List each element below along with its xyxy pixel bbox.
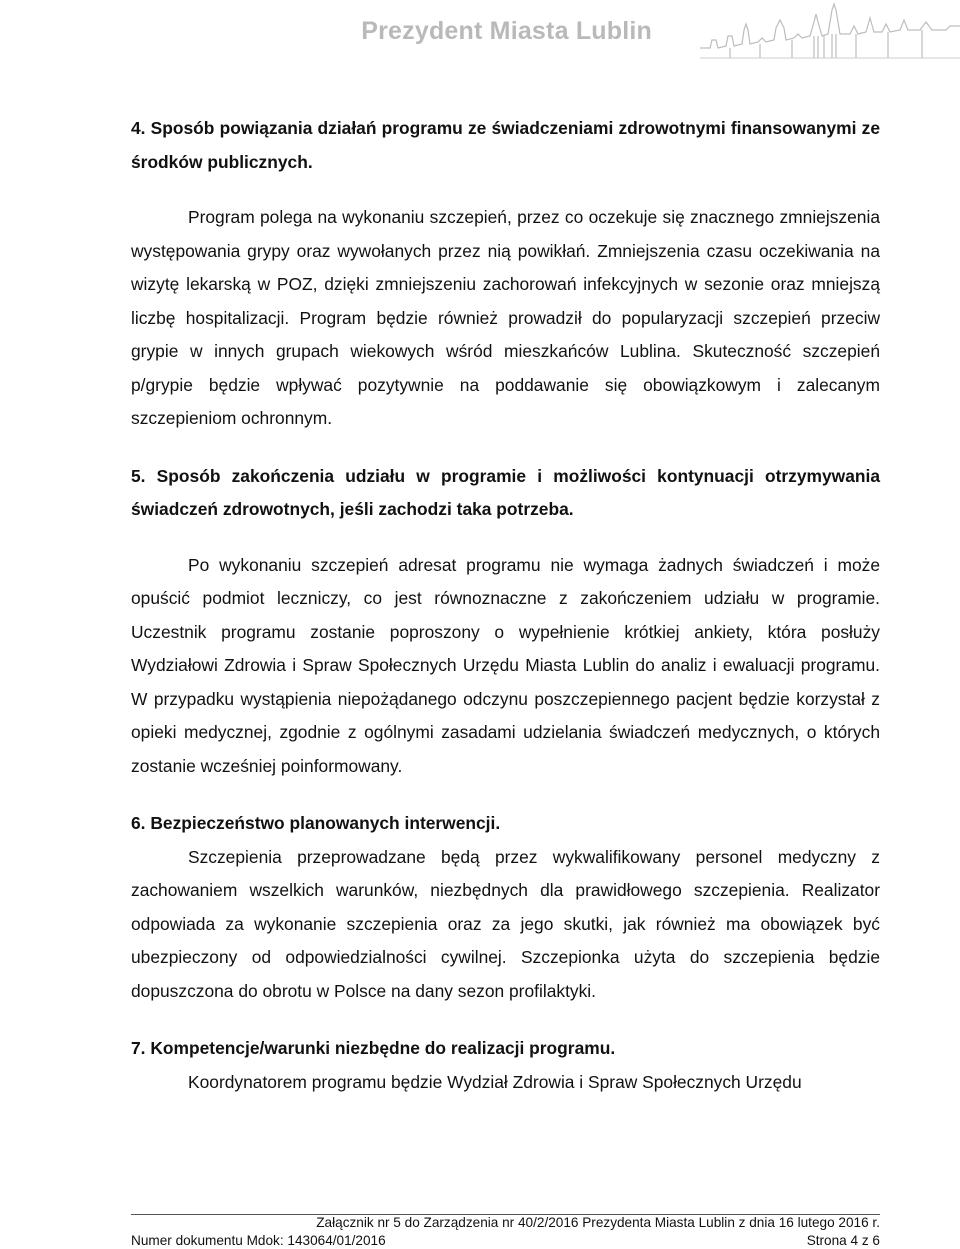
section-4-heading: 4. Sposób powiązania działań programu ze świadczeniami zdrowotnymi finansowanymi ze środków publicznych. [131,118,880,172]
section-6 [131,807,880,1008]
header-title: Prezydent Miasta Lublin [361,17,652,45]
footer-meta [131,1233,880,1248]
lublin-skyline-icon [700,0,960,70]
section-7-body: Koordynatorem programu będzie Wydział Zdrowia i Spraw Społecznych Urzędu [188,1071,802,1092]
section-4 [131,112,880,436]
document-number: Numer dokumentu Mdok: 143064/01/2016 [131,1233,386,1248]
section-7 [131,1032,880,1099]
page-header [0,0,960,70]
page-number: Strona 4 z 6 [806,1233,880,1248]
section-5-heading: 5. Sposób zakończenia udziału w programie i możliwości kontynuacji otrzymywania świadczeń zdrowotnych, jeśli zachodzi taka potrzeba. [131,465,880,519]
document-body [131,112,880,1099]
section-4-body: Program polega na wykonaniu szczepień, przez co oczekuje się znacznego zmniejszenia występowania grypy oraz wywołanych przez nią powikłań. Zmniejszenia czasu oczekiwania na wizytę lekarską w POZ, dzięki zmniejszeniu zachorowań infekcyjnych w sezonie oraz mniejszą liczbę hospitalizacji. Program będzie również prowadził do popularyzacji szczepień przeciw grypie w innych grupach wiekowych wśród mieszkańców Lublina. Skuteczność szczepień p/grypie będzie wpływać pozytywnie na poddawanie się obowiązkowym i zalecanym szczepieniom ochronnym. [131,207,880,428]
footer-attachment-note: Załącznik nr 5 do Zarządzenia nr 40/2/2016 Prezydenta Miasta Lublin z dnia 16 lutego 2016 r. [316,1215,880,1230]
section-5 [131,460,880,784]
section-6-body: Szczepienia przeprowadzane będą przez wykwalifikowany personel medyczny z zachowaniem wszelkich warunków, niezbędnych dla prawidłowego szczepienia. Realizator odpowiada za wykonanie szczepienia oraz za jego skutki, jak również ma obowiązek być ubezpieczony od odpowiedzialności cywilnej. Szczepionka użyta do szczepienia będzie dopuszczona do obrotu w Polsce na dany sezon profilaktyki. [131,846,880,1001]
section-6-heading: 6. Bezpieczeństwo planowanych interwencji. [131,813,501,833]
section-7-heading: 7. Kompetencje/warunki niezbędne do realizacji programu. [131,1038,616,1058]
section-5-body: Po wykonaniu szczepień adresat programu nie wymaga żadnych świadczeń i może opuścić podmiot leczniczy, co jest równoznaczne z zakończeniem udziału w programie. Uczestnik programu zostanie poproszony o wypełnienie krótkiej ankiety, która posłuży Wydziałowi Zdrowia i Spraw Społecznych Urzędu Miasta Lublin do analiz i ewaluacji programu. W przypadku wystąpienia niepożądanego odczynu poszczepiennego pacjent będzie korzystał z opieki medycznej, zgodnie z ogólnymi zasadami udzielania świadczeń medycznych, o których zostanie wcześniej poinformowany. [131,554,880,776]
